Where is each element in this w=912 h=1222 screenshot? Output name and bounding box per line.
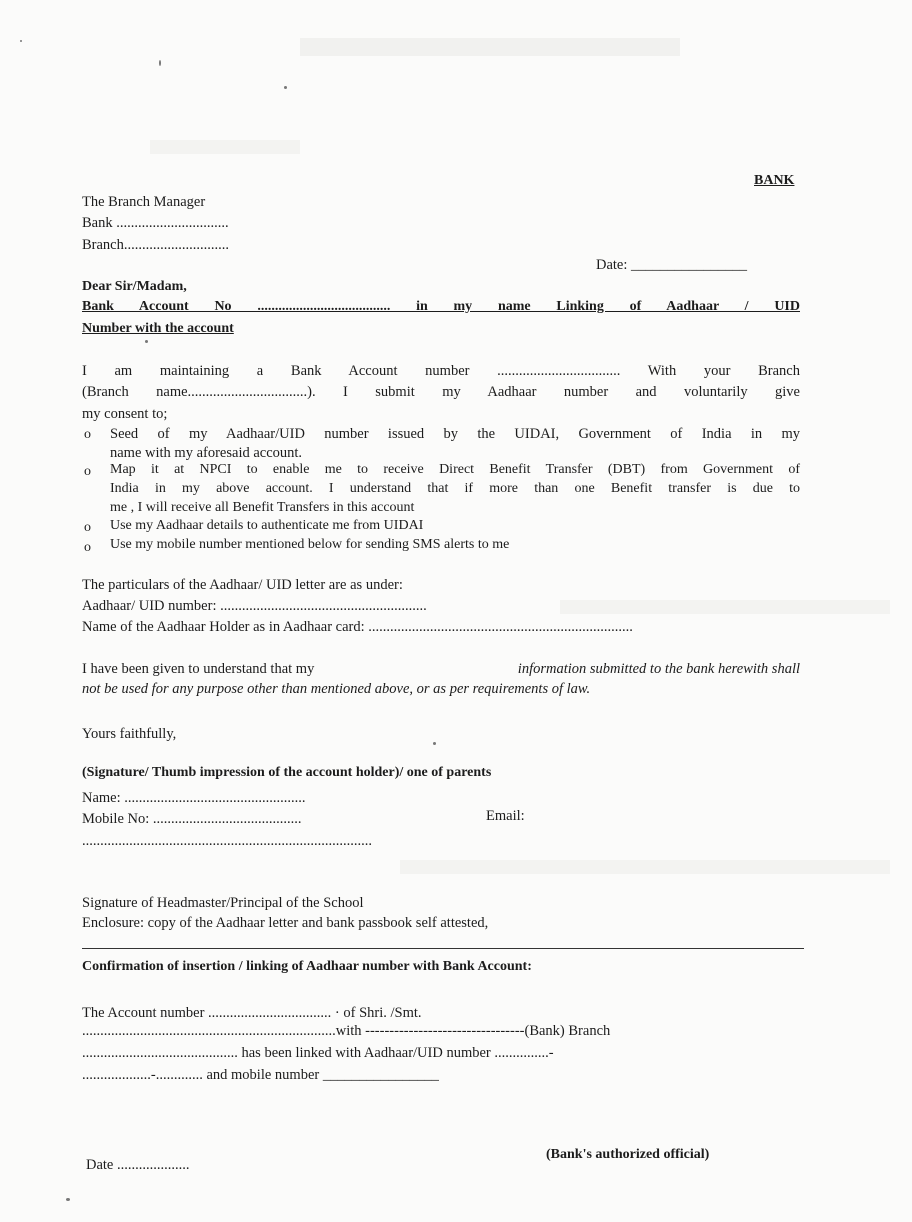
declaration-line-2: not be used for any purpose other than mentioned above, or as per requirements of law. <box>82 681 591 697</box>
salutation: Dear Sir/Madam, <box>82 279 187 294</box>
subject-line-2: Number with the account <box>82 321 234 336</box>
scan-speck <box>20 40 22 42</box>
bullet-marker: o <box>84 464 91 479</box>
address-line-bank: Bank ............................... <box>82 215 229 231</box>
bullet-3-line-1: Use my Aadhaar details to authenticate me from UIDAI <box>110 518 424 533</box>
bullet-1-line-2: name with my aforesaid account. <box>110 445 303 461</box>
scan-speck <box>66 1198 70 1201</box>
scan-speck <box>145 340 148 343</box>
confirmation-line-1: The Account number .................................. · of Shri. /Smt. <box>82 1005 422 1021</box>
aadhaar-uid-number-line: Aadhaar/ UID number: ......................................................... <box>82 598 427 614</box>
declaration-italic-text: information submitted to the bank herewith shall <box>517 661 800 677</box>
bullet-2-line-2: India in my above account. I understand that if more than one Benefit transfer is due to <box>110 481 800 496</box>
confirmation-line-2: ......................................................................with ---------------------------------(Bank) Branch <box>82 1023 611 1039</box>
email-field-label: Email: <box>486 808 525 824</box>
particulars-heading: The particulars of the Aadhaar/ UID letter are as under: <box>82 577 403 593</box>
bank-label: BANK <box>754 173 795 188</box>
bullet-1-line-1: Seed of my Aadhaar/UID number issued by the UIDAI, Government of India in my <box>110 426 800 442</box>
confirmation-heading: Confirmation of insertion / linking of Aadhaar number with Bank Account: <box>82 959 532 974</box>
date-field: Date: ________________ <box>596 257 748 273</box>
bleed-through-shadow <box>560 600 890 614</box>
declaration-line-1 <box>82 660 800 678</box>
bank-authorized-official: (Bank's authorized official) <box>546 1147 710 1162</box>
headmaster-signature-label: Signature of Headmaster/Principal of the School <box>82 895 364 911</box>
mobile-field-line: Mobile No: ......................................... <box>82 811 302 827</box>
bullet-2-line-3: me , I will receive all Benefit Transfers in this account <box>110 500 415 515</box>
scan-speck <box>159 60 161 66</box>
address-line-branch: Branch............................. <box>82 237 229 253</box>
bullet-2-line-1: Map it at NPCI to enable me to receive Direct Benefit Transfer (DBT) from Government of <box>110 462 800 477</box>
enclosure-note: Enclosure: copy of the Aadhaar letter and bank passbook self attested, <box>82 915 489 931</box>
name-field-line: Name: .................................................. <box>82 790 306 806</box>
address-line-branch-manager: The Branch Manager <box>82 194 206 210</box>
bleed-through-shadow <box>150 140 300 154</box>
body-paragraph-line-2: (Branch name.................................). I submit my Aadhaar number and voluntarily give <box>82 384 800 400</box>
declaration-plain-text: I have been given to understand that my <box>82 661 315 677</box>
bullet-marker: o <box>84 540 91 555</box>
bullet-marker: o <box>84 520 91 535</box>
bullet-4-line-1: Use my mobile number mentioned below for sending SMS alerts to me <box>110 537 510 552</box>
section-divider <box>82 948 804 949</box>
bleed-through-shadow <box>300 38 680 56</box>
bullet-marker: o <box>84 427 91 442</box>
confirmation-line-4: ...................-............. and mobile number ________________ <box>82 1067 439 1083</box>
confirmation-line-3: ........................................... has been linked with Aadhaar/UID number ...............- <box>82 1045 554 1061</box>
scan-speck <box>433 742 436 745</box>
subject-line-1: Bank Account No ...................................... in my name Linking of Aadhaar / UID <box>82 299 800 314</box>
yours-faithfully: Yours faithfully, <box>82 726 177 742</box>
bleed-through-shadow <box>400 860 890 874</box>
body-paragraph-line-3: my consent to; <box>82 406 168 422</box>
body-paragraph-line-1: I am maintaining a Bank Account number .................................. With your Branch <box>82 363 800 379</box>
blank-dotted-line: ................................................................................ <box>82 833 372 849</box>
scan-speck <box>284 86 287 89</box>
aadhaar-holder-name-line: Name of the Aadhaar Holder as in Aadhaar card: ......................................................................... <box>82 619 633 635</box>
footer-date: Date .................... <box>86 1157 190 1173</box>
account-holder-signature-label: (Signature/ Thumb impression of the account holder)/ one of parents <box>82 765 492 780</box>
